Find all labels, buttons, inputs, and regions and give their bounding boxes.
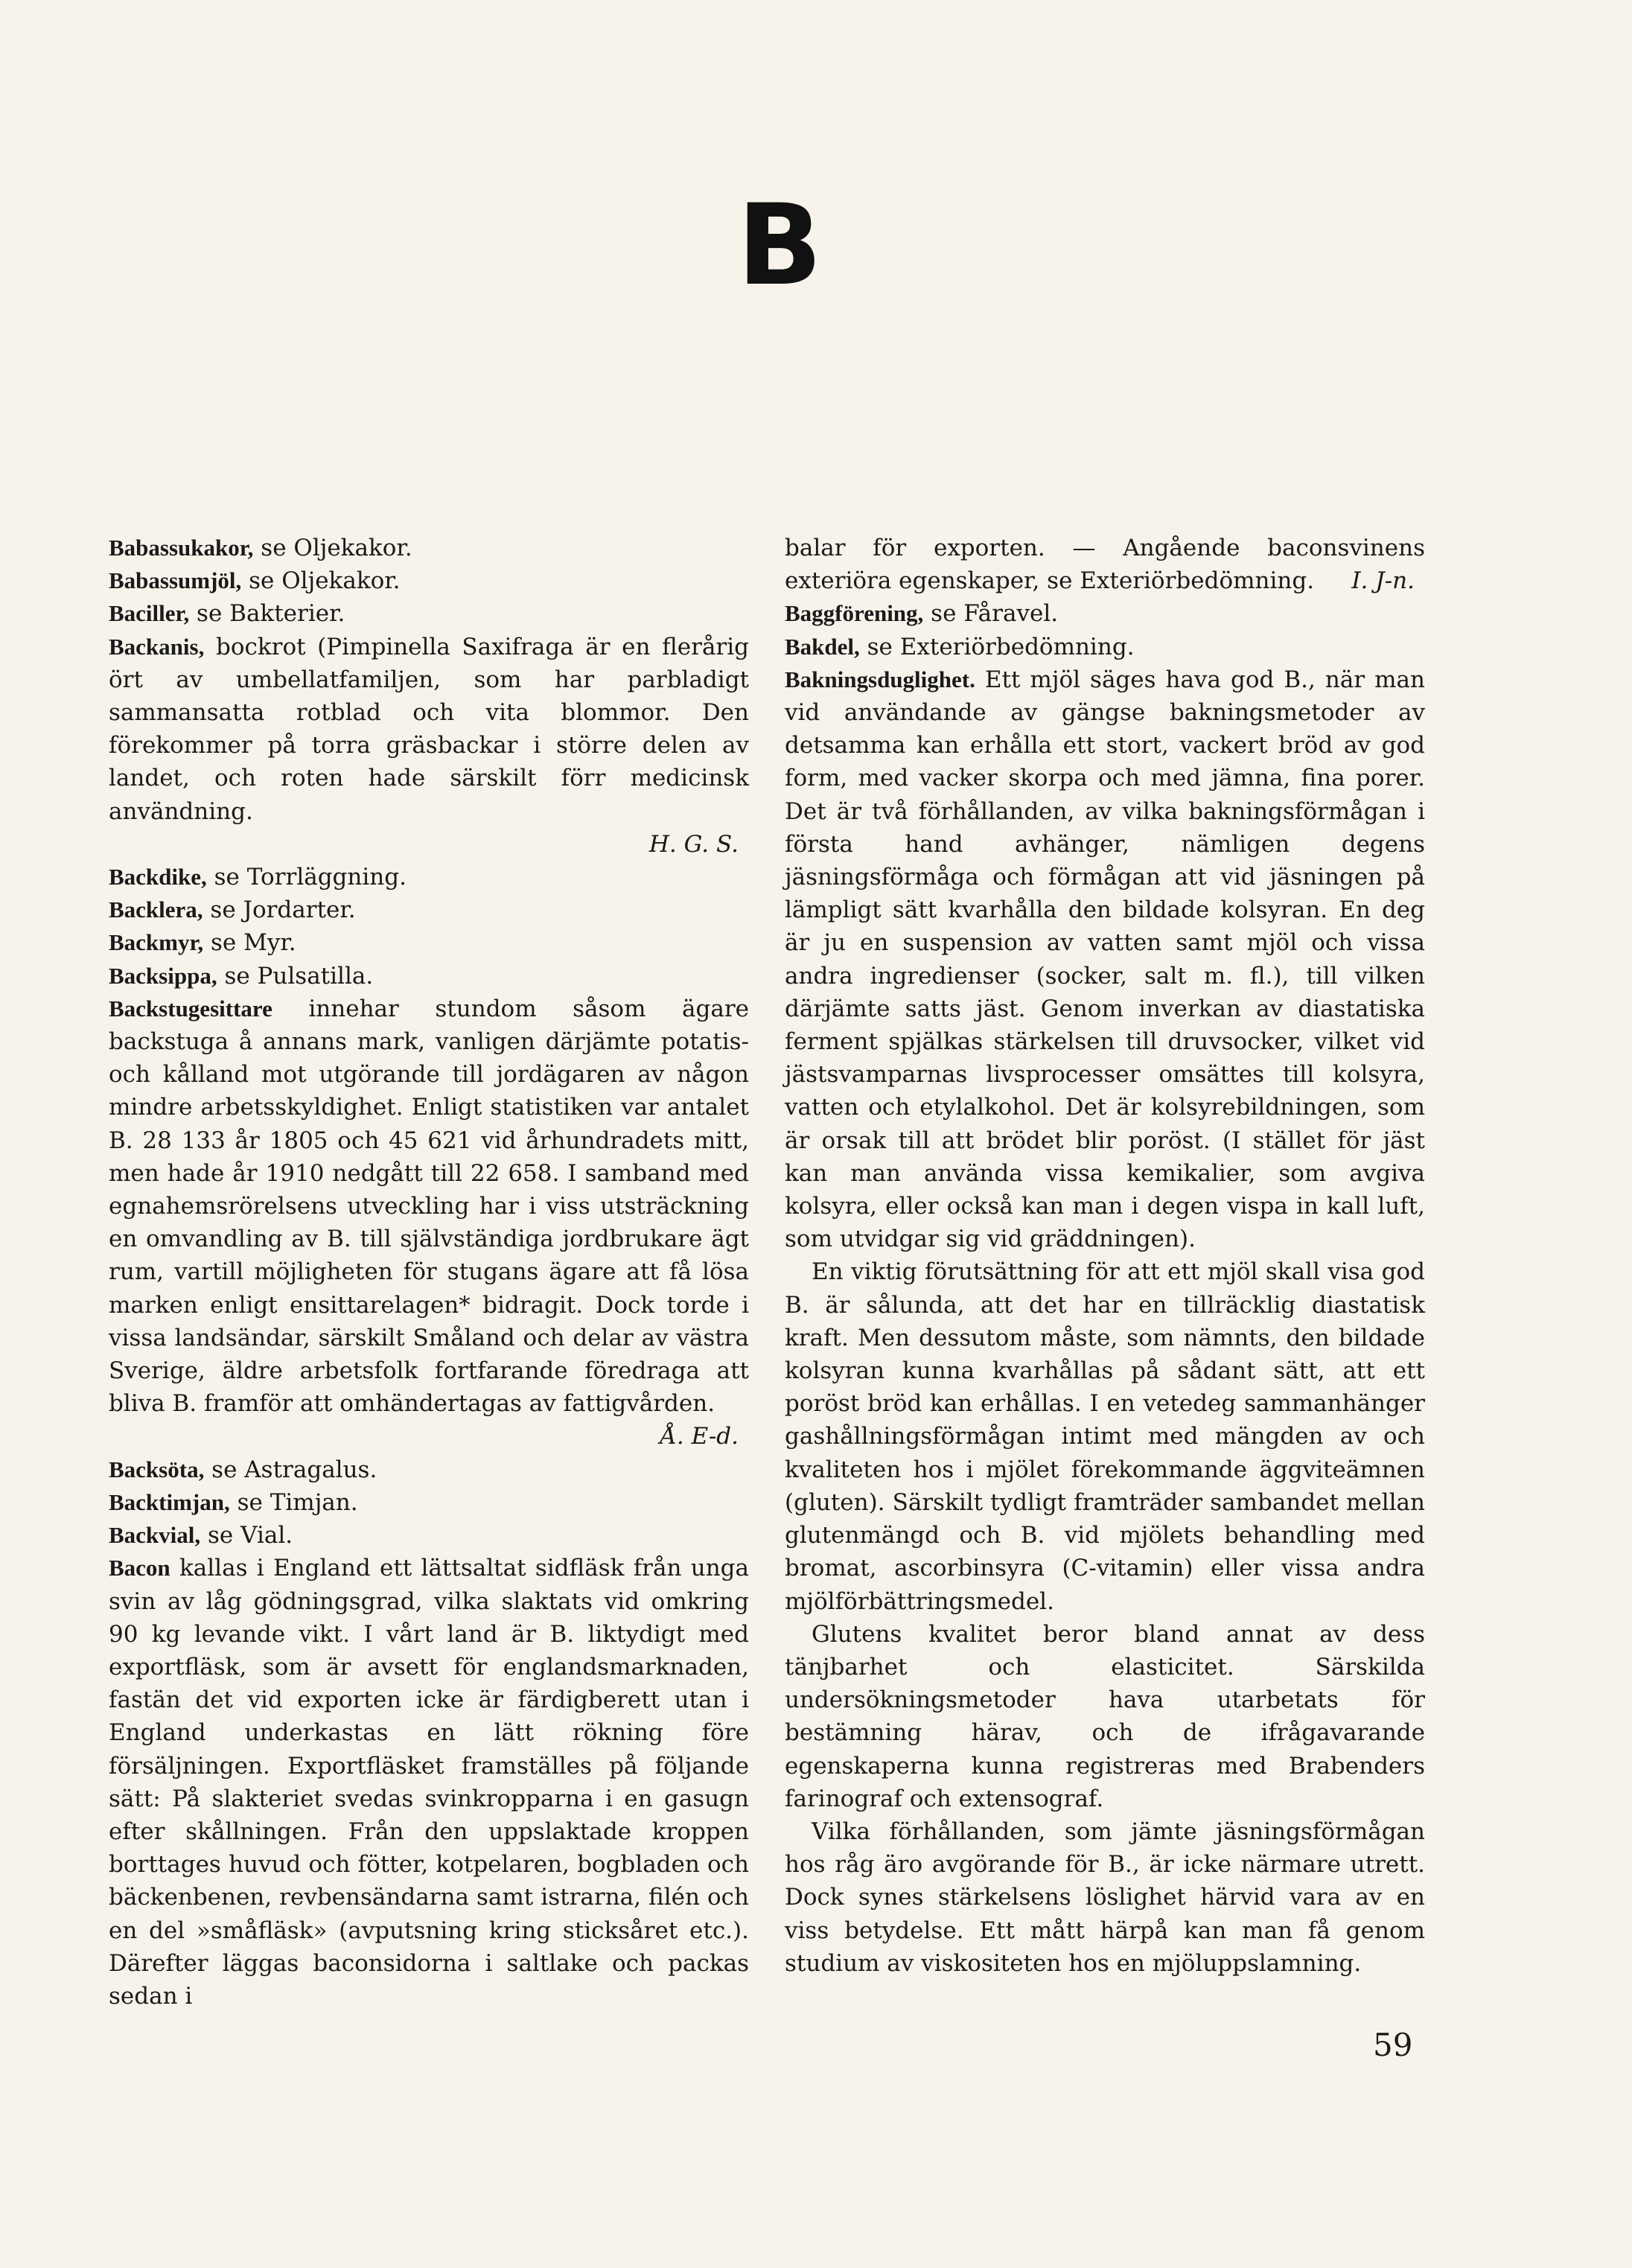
entry-text: balar för exporten. — Angående baconsvinens exteriöra egenskaper, se Exteriörbedömning. — [785, 535, 1425, 595]
entry-text: se Oljekakor. — [253, 535, 412, 561]
dictionary-entry — [109, 960, 749, 993]
entry-headword: Backtimjan, — [109, 1488, 230, 1515]
author-signature: H. G. S. — [648, 830, 739, 858]
dictionary-entry — [109, 564, 749, 597]
entry-text: se Pulsatilla. — [217, 962, 374, 990]
dictionary-entry — [785, 597, 1425, 630]
paragraph: En viktig förutsättning för att ett mjöl skall visa god B. är sålunda, att det har en tillräcklig diastatisk kraft. Men dessutom måste, som nämnts, den bildade kolsyran kunna kvarhållas på sådant sätt, att ett poröst bröd kan erhållas. I en vetedeg sammanhänger gashållningsförmågan intimt med mängden av och kvaliteten hos i mjölet förekommande äggviteämnen (gluten). Särskilt tydligt framträder sambandet mellan glutenmängd och B. vid mjölets behandling med bromat, ascorbinsyra (C-vitamin) eller vissa andra mjölförbättringsmedel. — [785, 1258, 1425, 1615]
dictionary-entry — [785, 532, 1425, 597]
dictionary-entry — [109, 631, 749, 828]
entry-headword: Baciller, — [109, 600, 190, 627]
dictionary-entry — [109, 532, 749, 564]
entry-headword: Babassukakor, — [109, 535, 254, 561]
entry-headword: Backvial, — [109, 1522, 201, 1549]
entry-text: se Oljekakor. — [241, 567, 401, 595]
entry-headword: Backlera, — [109, 896, 203, 923]
dictionary-entry — [109, 597, 749, 630]
entry-text: se Vial. — [200, 1522, 293, 1549]
entry-headword: Bakningsduglighet. — [785, 666, 975, 692]
entry-text: Ett mjöl säges hava god B., när man vid användande av gängse bakningsmetoder av detsamma kan erhålla ett stort, vackert bröd av god form, med vacker skorpa och med jämna, fina porer. Det är två förhållanden, av vilka bakningsförmågan i första hand avhänger, nämligen degens jäsningsförmåga och förmågan att vid jäsningen på lämpligt sätt kvarhålla den bildade kolsyran. En deg är ju en suspension av vatten samt mjöl och vissa andra ingredienser (socker, salt m. fl.), till vilken därjämte satts jäst. Genom inverkan av diastatiska ferment spjälkas stärkelsen till druvsocker, vilket vid jästsvamparnas livsprocesser omsättes till kolsyra, vatten och etylalkohol. Det är kolsyrebildningen, som är orsak till att brödet blir poröst. (I stället för jäst kan man använda vissa kemikalier, som avgiva kolsyra, eller också kan man i degen vispa in kall luft, som utvidgar sig vid gräddningen). — [785, 666, 1425, 1253]
dictionary-entry — [109, 1552, 749, 2013]
entry-text: bockrot (Pimpinella Saxifraga är en flerårig ört av umbellatfamiljen, som har parbladigt sammansatta rotblad och vita blommor. Den förekommer på torra gräsbackar i större delen av landet, och roten hade särskilt förr medicinsk användning. — [109, 633, 749, 825]
right-column — [785, 532, 1425, 1980]
dictionary-entry — [785, 631, 1425, 663]
entry-text: se Myr. — [203, 929, 296, 957]
dictionary-entry — [109, 1453, 749, 1486]
dictionary-entry — [109, 993, 749, 1421]
entry-text: se Fåravel. — [923, 600, 1059, 628]
dictionary-entry — [109, 1519, 749, 1552]
entry-headword: Backanis, — [109, 633, 205, 660]
author-signature: I. J-n. — [1351, 567, 1415, 595]
entry-text: se Torrläggning. — [206, 864, 407, 891]
entry-text: se Exteriörbedömning. — [859, 633, 1135, 660]
entry-headword: Backstugesittare — [109, 995, 272, 1022]
entry-text: innehar stundom såsom ägare backstuga å annans mark, vanligen därjämte potatis- och kålland mot utgörande till jordägaren av någon mindre arbetsskyldighet. Enligt statistiken var antalet B. 28 133 år 1805 och 45 621 vid århundradets mitt, men hade år 1910 nedgått till 22 658. I samband med egnahemsrörelsens utveckling har i viss utsträckning en omvandling av B. till självständiga jordbrukare ägt rum, vartill möjligheten för stugans ägare att få lösa marken enligt ensittarelagen* bidragit. Dock torde i vissa landsändar, särskilt Småland och delar av västra Sverige, äldre arbetsfolk fortfarande föredraga att bliva B. framför att omhändertagas av fattigvården. — [109, 995, 749, 1418]
dictionary-entry — [109, 861, 749, 893]
entry-headword: Bacon — [109, 1555, 170, 1581]
entry-text: se Jordarter. — [203, 896, 356, 924]
left-column — [109, 532, 749, 2013]
entry-headword: Backsöta, — [109, 1456, 205, 1482]
dictionary-entry — [109, 1486, 749, 1519]
entry-headword: Backsippa, — [109, 962, 217, 989]
entry-text: kallas i England ett lättsaltat sidfläsk från unga svin av låg gödningsgrad, vilka slaktats vid omkring 90 kg levande vikt. I vårt land är B. liktydigt med exportfläsk, som är avsett för englandsmarknaden, fastän det vid exporten icke är färdigberett utan i England underkastas en lätt rökning före försäljningen. Exportfläsket framställes på följande sätt: På slakteriet svedas svinkropparna i en gasugn efter skållningen. Från den uppslaktade kroppen borttages huvud och fötter, kotpelaren, bogbladen och bäckenbenen, revbensändarna samt istrarna, filén och en del »småfläsk» (avputsning kring sticksåret etc.). Därefter läggas baconsidorna i saltlake och packas sedan i — [109, 1555, 749, 2010]
entry-headword: Babassumjöl, — [109, 567, 242, 594]
paragraph: Glutens kvalitet beror bland annat av dess tänjbarhet och elasticitet. Särskilda undersökningsmetoder hava utarbetats för bestämning härav, och de ifrågavarande egenskaperna kunna registreras med Brabenders farinograf och extensograf. — [785, 1620, 1425, 1812]
page-number: 59 — [1373, 2027, 1413, 2063]
dictionary-entry — [109, 893, 749, 926]
entry-headword: Bakdel, — [785, 633, 860, 660]
entry-headword: Backdike, — [109, 864, 207, 891]
entry-text: se Bakterier. — [189, 600, 345, 628]
entry-text: se Timjan. — [229, 1488, 358, 1516]
dictionary-entry — [109, 926, 749, 959]
section-letter: B — [737, 181, 823, 310]
entry-headword: Baggförening, — [785, 600, 924, 627]
paragraph: Vilka förhållanden, som jämte jäsningsförmågan hos råg äro avgörande för B., är icke närmare utrett. Dock synes stärkelsens löslighet härvid vara av en viss betydelse. Ett mått härpå kan man få genom studium av viskositeten hos en mjöluppslamning. — [785, 1818, 1425, 1977]
entry-headword: Backmyr, — [109, 929, 204, 956]
entry-text: se Astragalus. — [204, 1456, 377, 1483]
dictionary-entry — [785, 663, 1425, 1256]
author-signature: Å. E-d. — [660, 1423, 739, 1450]
